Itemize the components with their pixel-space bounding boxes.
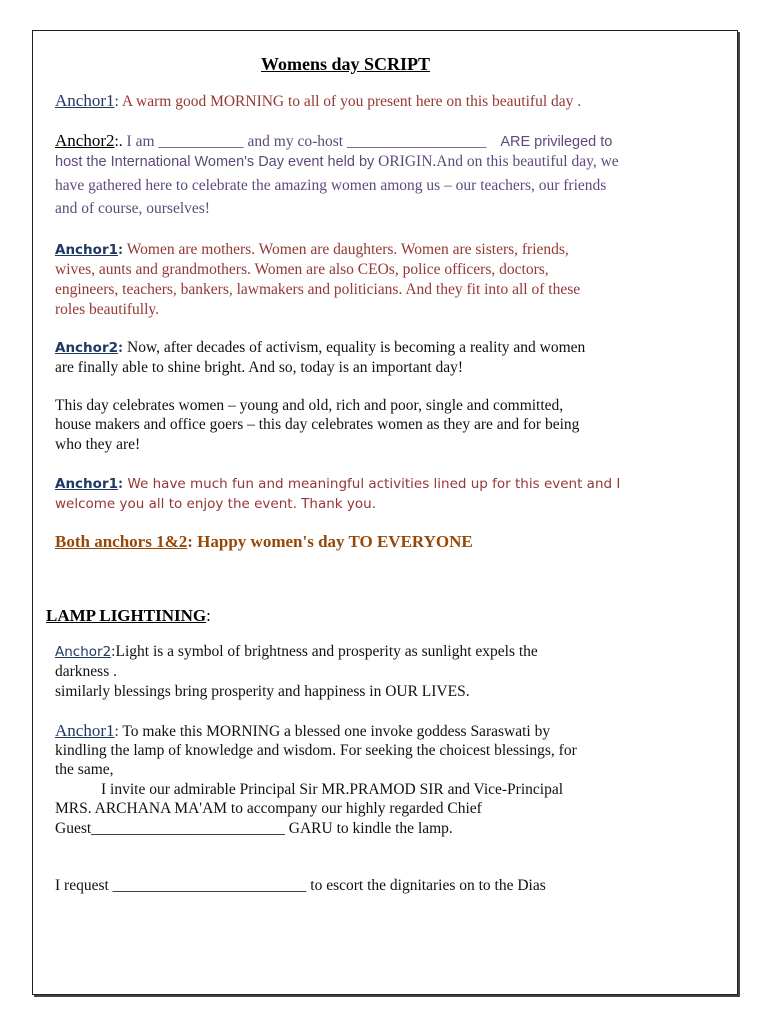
anchor2-intro-line1 — [55, 131, 612, 152]
colon: : — [118, 475, 124, 492]
colon: : — [111, 643, 116, 660]
both-anchors-label: Both anchors 1&2 — [55, 532, 188, 551]
colon: : — [118, 241, 124, 258]
anchor1-label: Anchor1 — [55, 476, 118, 492]
anchor1-activities-line1 — [55, 474, 620, 494]
celebration-line3: who they are! — [55, 436, 141, 453]
anchor1-women-line2: wives, aunts and grandmothers. Women are also CEOs, police officers, doctors, — [55, 261, 549, 278]
anchor2-intro-text-b: ARE privileged to — [500, 134, 613, 150]
both-anchors-line — [55, 532, 473, 553]
page-title: Womens day SCRIPT — [261, 54, 431, 74]
anchor2-intro-line3: have gathered here to celebrate the amazing women among us – our teachers, our friends — [55, 177, 607, 194]
anchor1-activities-text: We have much fun and meaningful activities lined up for this event and I — [123, 476, 621, 492]
lamp-anchor1-line5: MRS. ARCHANA MA'AM to accompany our highly regarded Chief — [55, 800, 482, 817]
celebration-line2: house makers and office goers – this day celebrates women as they are and for being — [55, 416, 580, 433]
colon: : — [206, 606, 211, 625]
anchor1-label: Anchor1 — [55, 242, 118, 258]
lamp-anchor1-line2: kindling the lamp of knowledge and wisdom. For seeking the choicest blessings, for — [55, 742, 577, 759]
lamp-anchor2-line1 — [55, 642, 538, 662]
anchor2-intro-text: I am ___________ and my co-host __________________ — [122, 133, 487, 150]
lamp-anchor1-line1 — [55, 721, 550, 742]
anchor2-line2-a: host the International Women's Day event held by — [55, 154, 375, 170]
colon: : — [114, 723, 119, 740]
anchor1-label: Anchor1 — [55, 721, 115, 740]
anchor2-label: Anchor2 — [55, 131, 115, 150]
anchor1-women-text: Women are mothers. Women are daughters. Women are sisters, friends, — [123, 241, 569, 258]
colon: : — [118, 339, 124, 356]
anchor1-women-line3: engineers, teachers, bankers, lawmakers and politicians. And they fit into all of these — [55, 281, 581, 298]
anchor1-women-line4: roles beautifully. — [55, 301, 160, 318]
anchor1-women-line1 — [55, 240, 569, 260]
lamp-anchor2-line3: similarly blessings bring prosperity and happiness in OUR LIVES. — [55, 683, 470, 700]
lamp-anchor2-text: Light is a symbol of brightness and prosperity as sunlight expels the — [115, 643, 538, 660]
colon: : — [187, 532, 193, 551]
anchor2-line2-b: ORIGIN.And on this beautiful day, we — [374, 153, 619, 170]
lamp-heading-text: LAMP LIGHTINING — [46, 606, 207, 625]
anchor2-intro-line2 — [55, 152, 619, 172]
anchor2-intro-line4: and of course, ourselves! — [55, 200, 210, 217]
escort-request-line: I request _________________________ to escort the dignitaries on to the Dias — [55, 877, 546, 894]
anchor1-greeting-text: A warm good MORNING to all of you present here on this beautiful day . — [118, 93, 582, 110]
anchor1-activities-line2: welcome you all to enjoy the event. Thank you. — [55, 496, 377, 512]
anchor2-activism-text: Now, after decades of activism, equality is becoming a reality and women — [123, 339, 586, 356]
lamp-anchor1-text: To make this MORNING a blessed one invoke goddess Saraswati by — [118, 723, 551, 740]
anchor2-activism-line1 — [55, 338, 585, 358]
lamp-anchor2-line2: darkness . — [55, 663, 117, 680]
colon: :. — [114, 133, 123, 150]
lamp-anchor1-line6: Guest_________________________ GARU to kindle the lamp. — [55, 820, 453, 837]
lamp-anchor1-line3: the same, — [55, 761, 114, 778]
anchor1-label: Anchor1 — [55, 91, 115, 110]
anchor2-activism-line2: are finally able to shine bright. And so, today is an important day! — [55, 359, 464, 376]
celebration-line1: This day celebrates women – young and old, rich and poor, single and committed, — [55, 397, 564, 414]
both-anchors-text: Happy women's day TO EVERYONE — [192, 532, 473, 551]
anchor2-label: Anchor2 — [55, 340, 118, 356]
anchor2-label: Anchor2 — [55, 644, 112, 660]
lamp-anchor1-line4: I invite our admirable Principal Sir MR.PRAMOD SIR and Vice-Principal — [101, 781, 564, 798]
lamp-lighting-heading — [46, 606, 211, 626]
anchor1-greeting — [55, 91, 581, 112]
colon: : — [114, 93, 119, 110]
